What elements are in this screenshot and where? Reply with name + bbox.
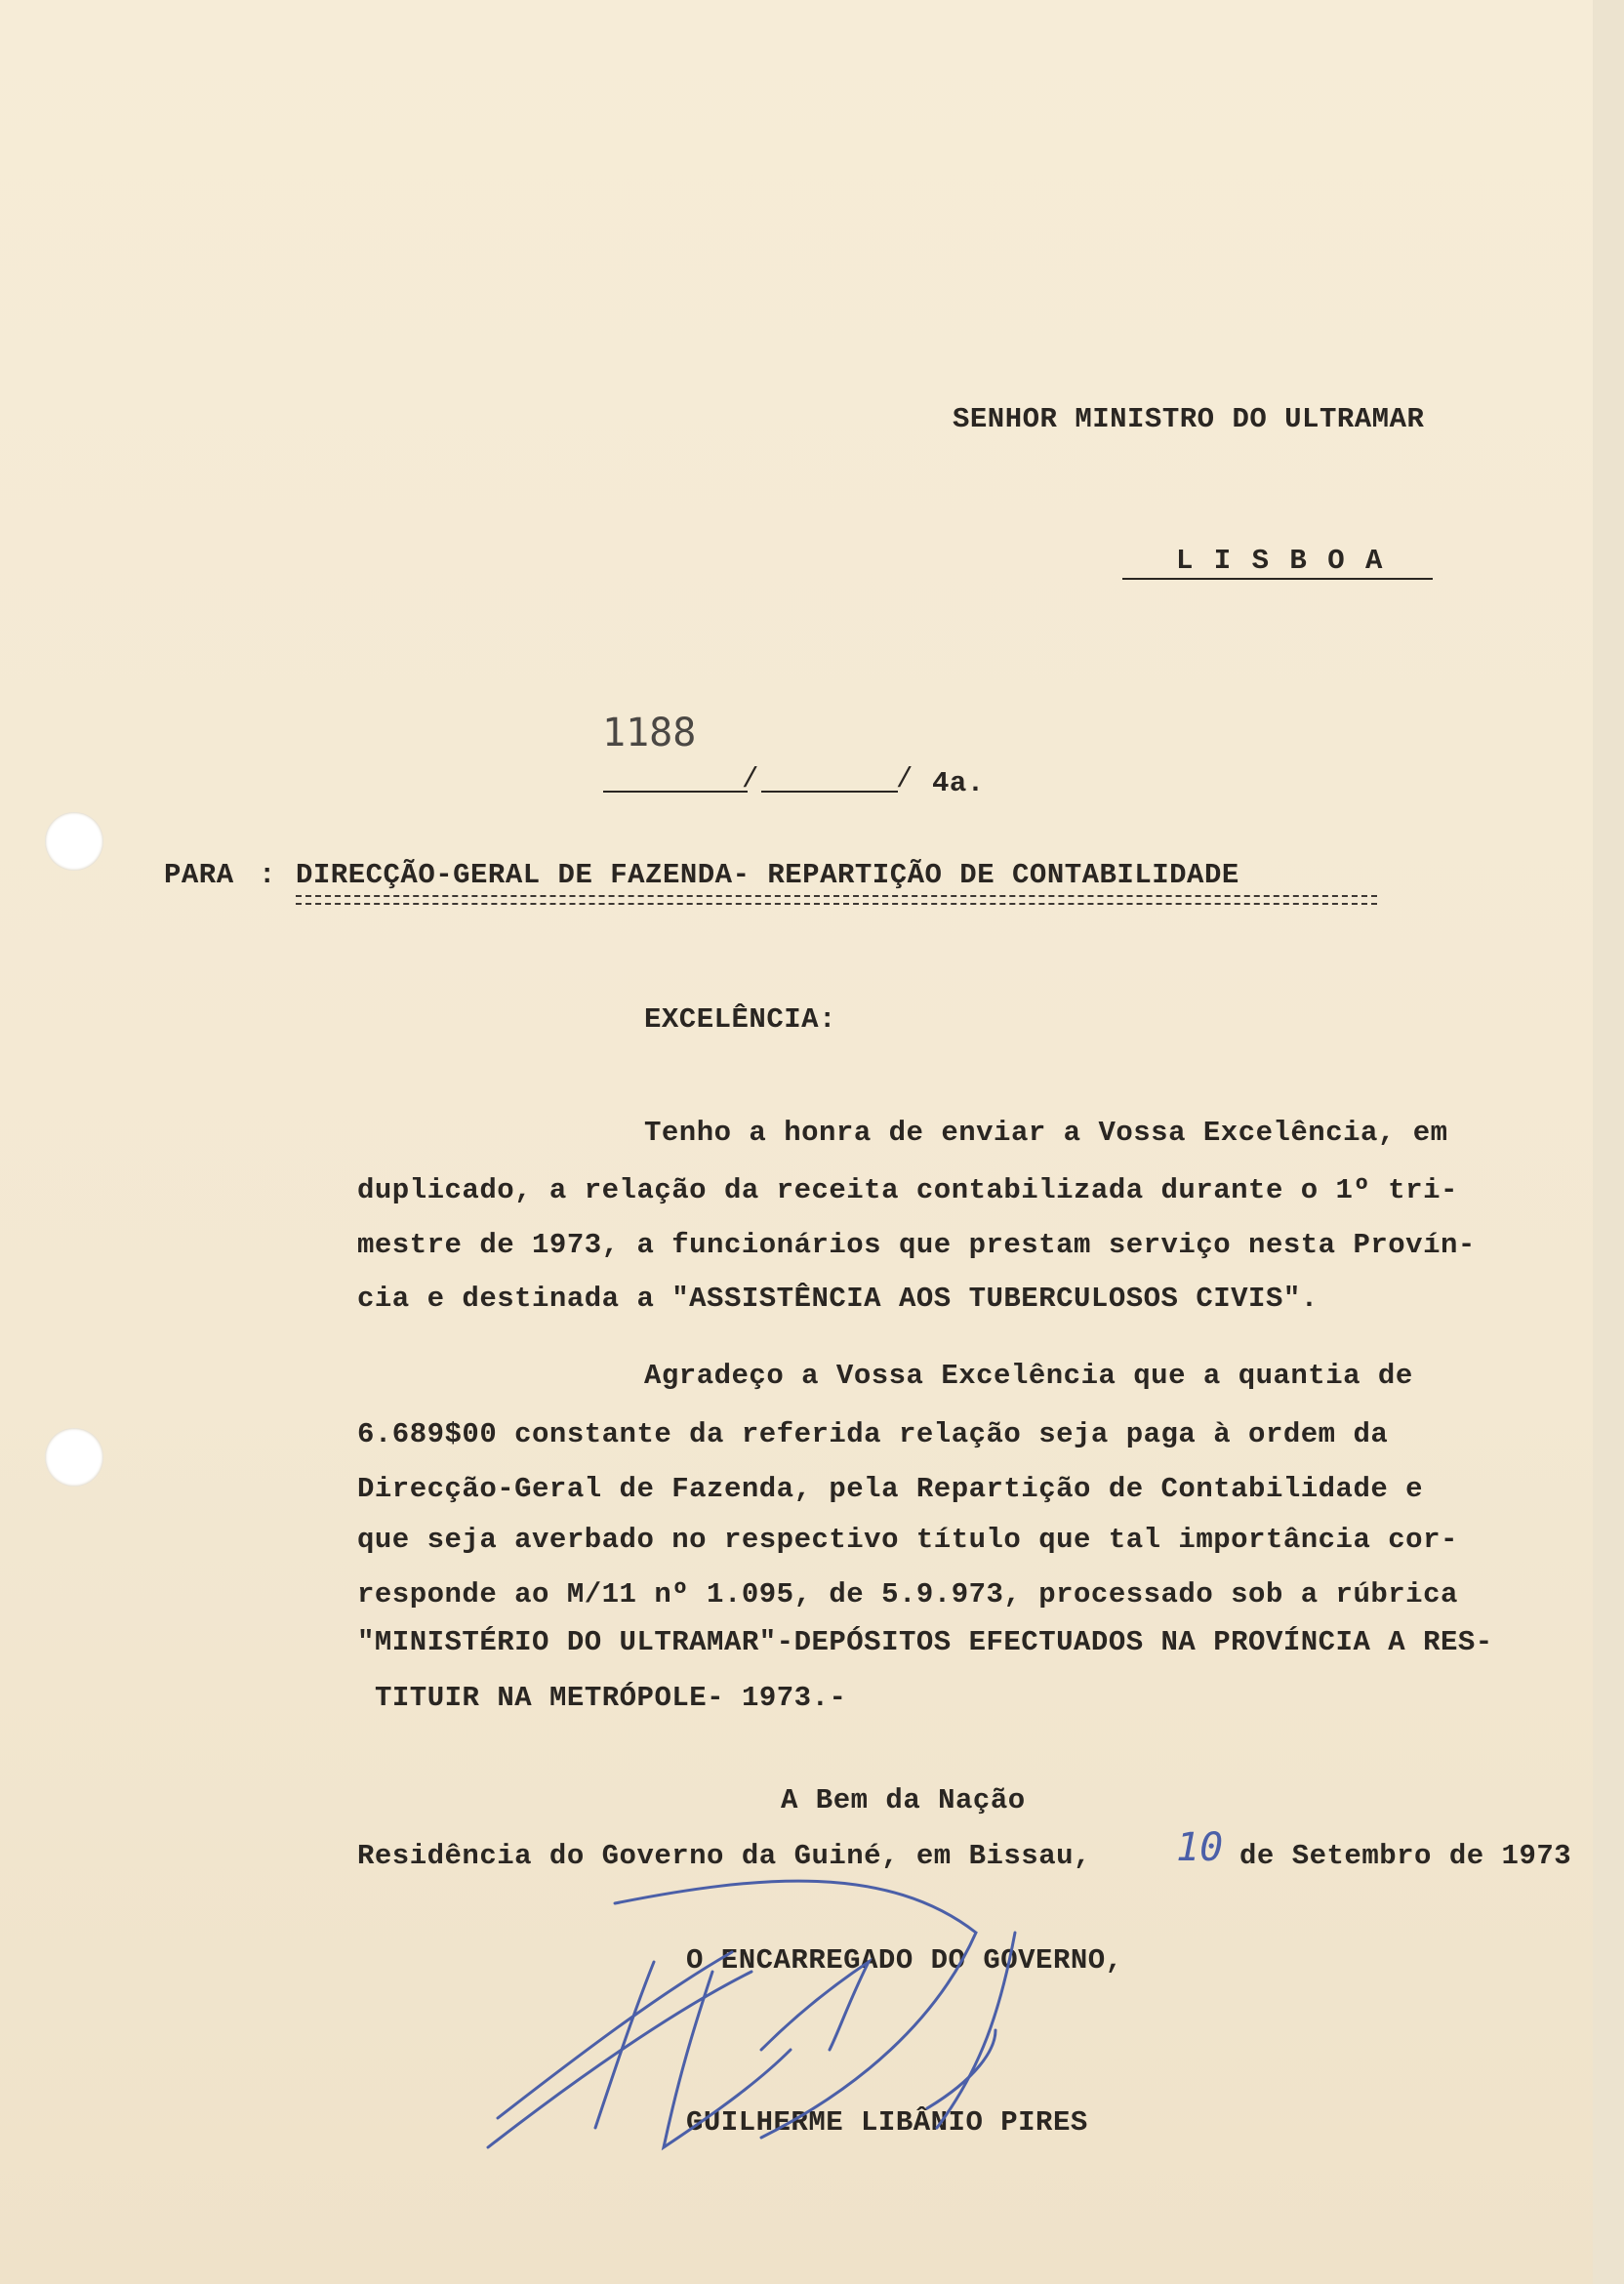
closing-day-handwritten: 10 <box>1176 1825 1224 1870</box>
paragraph2-line: TITUIR NA METRÓPOLE- 1973.- <box>375 1682 847 1714</box>
paragraph2-line: Agradeço a Vossa Excelência que a quantia de <box>644 1360 1413 1392</box>
closing-motto: A Bem da Nação <box>781 1784 1026 1816</box>
paragraph1-line: Tenho a honra de enviar a Vossa Excelência, em <box>644 1117 1448 1149</box>
reference-blank-2 <box>761 791 898 793</box>
recipient-department: DIRECÇÃO-GERAL DE FAZENDA- REPARTIÇÃO DE CONTABILIDADE <box>296 859 1239 891</box>
paragraph1-line: mestre de 1973, a funcionários que prestam serviço nesta Provín- <box>357 1229 1476 1261</box>
paragraph2-line: responde ao M/11 nº 1.095, de 5.9.973, processado sob a rúbrica <box>357 1578 1458 1611</box>
signer-role: O ENCARREGADO DO GOVERNO, <box>686 1944 1123 1977</box>
addressee-line: SENHOR MINISTRO DO ULTRAMAR <box>953 403 1425 435</box>
reference-slash-2: / <box>896 763 914 795</box>
closing-date: de Setembro de 1973 <box>1239 1840 1572 1872</box>
closing-place: Residência do Governo da Guiné, em Bissau, <box>357 1840 1091 1872</box>
handwritten-signature <box>468 1855 1210 2225</box>
signer-name: GUILHERME LIBÂNIO PIRES <box>686 2106 1088 2139</box>
reference-number: 1188 <box>602 711 697 755</box>
reference-series: 4a. <box>932 767 985 799</box>
reference-slash-1: / <box>742 763 759 795</box>
reference-blank-1 <box>603 791 748 793</box>
to-label: PARA <box>164 859 234 891</box>
paragraph2-line: Direcção-Geral de Fazenda, pela Repartição de Contabilidade e <box>357 1473 1424 1505</box>
salutation: EXCELÊNCIA: <box>644 1003 836 1036</box>
punch-hole-top <box>45 812 103 871</box>
city-line: L I S B O A <box>1176 545 1385 577</box>
paragraph2-line: 6.689$00 constante da referida relação seja paga à ordem da <box>357 1418 1389 1450</box>
to-separator: : <box>259 859 276 891</box>
city-underline <box>1122 578 1433 580</box>
paragraph2-line: que seja averbado no respectivo título que tal importância cor- <box>357 1524 1458 1556</box>
punch-hole-bottom <box>45 1428 103 1487</box>
paragraph1-line: duplicado, a relação da receita contabilizada durante o 1º tri- <box>357 1174 1458 1206</box>
recipient-double-underline <box>296 895 1377 905</box>
paragraph2-line: "MINISTÉRIO DO ULTRAMAR"-DEPÓSITOS EFECTUADOS NA PROVÍNCIA A RES- <box>357 1626 1493 1658</box>
paper-edge <box>1593 0 1624 2284</box>
paragraph1-line: cia e destinada a "ASSISTÊNCIA AOS TUBERCULOSOS CIVIS". <box>357 1283 1319 1315</box>
